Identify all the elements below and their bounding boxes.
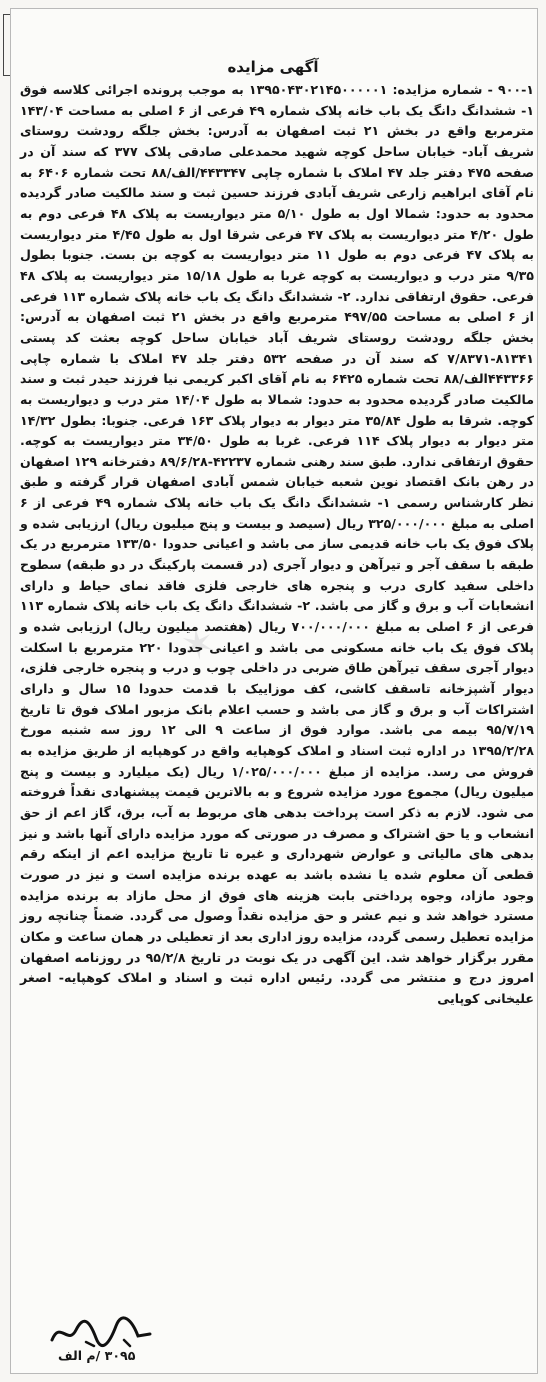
ad-body: ۹۰۰-۱ - شماره مزایده: ۱۳۹۵۰۴۳۰۲۱۴۵۰۰۰۰۰۱ به موجب پرونده اجرائی کلاسه فوق ۱- ششدانگ دانگ یک باب خانه پلاک شماره ۴۹ فرعی از ۶ اصلی به مساحت ۱۴۳/۰۴ مترمربع واقع در بخش ۲۱ ثبت اصفهان به آدرس: بخش جلگه رودشت روستای شریف آباد- خیابان ساحل کوچه شهید محمدعلی صادقی پلاک ۳۷۷ که سند آن در صفحه ۴۷۵ دفتر جلد ۴۷ املاک با شماره چاپی ۴۴۳۳۴۷/الف/۸۸ تحت شماره ۶۴۰۶ به نام آقای ابراهیم زارعی شریف آبادی فرزند حسین ثبت و سند مالکیت صادر گردیده محدود به حدود: شمالا اول به طول ۵/۱۰ متر دیواریست به پلاک ۴۸ فرعی دوم به طول ۴/۲۰ متر دیواریست به پلاک ۴۷ فرعی شرقا اول به طول ۴/۴۵ متر دیواریست به پلاک ۴۷ فرعی دوم به طول ۱۱ متر دیواریست به کوچه بن بست. جنوبا بطول ۹/۳۵ متر درب و دیواریست به کوچه غربا به طول ۱۵/۱۸ متر دیواریست به پلاک ۴۸ فرعی. حقوق ارتفاقی ندارد. ۲- ششدانگ دانگ یک باب خانه پلاک شماره ۱۱۳ فرعی از ۶ اصلی به مساحت ۴۹۷/۵۵ مترمربع واقع در بخش ۲۱ ثبت اصفهان به آدرس: بخش جلگه رودشت روستای شریف آباد خیابان ساحل کوچه بعثت کد پستی ۸۱۳۴۱-۷/۸۳۷۱ که سند آن در صفحه ۵۳۲ دفتر جلد ۴۷ املاک با شماره چاپی ۴۴۳۳۶۶الف/۸۸ تحت شماره ۶۴۲۵ به نام آقای اکبر کریمی نیا فرزند حیدر ثبت و سند مالکیت صادر گردیده محدود به حدود: شمالا به طول ۱۴/۰۴ متر درب و دیواریست به کوچه. شرقا به طول ۳۵/۸۴ متر دیوار به دیوار پلاک ۱۶۳ فرعی. جنوبا: بطول ۱۴/۳۲ متر دیوار به دیوار پلاک ۱۱۴ فرعی. غربا به طول ۳۴/۵۰ متر دیواریست به کوچه. حقوق ارتفاقی ندارد. طبق سند رهنی شماره ۴۲۲۳۷-۸۹/۶/۲۸ دفترخانه ۱۲۹ اصفهان در رهن بانک اقتصاد نوین شعبه خیابان شمس آبادی اصفهان قرار گرفته و طبق نظر کارشناس رسمی ۱- ششدانگ دانگ یک باب خانه پلاک شماره ۴۹ فرعی از ۶ اصلی به مبلغ ۳۲۵/۰۰۰/۰۰۰ ریال (سیصد و بیست و پنج میلیون ریال) ارزیابی شده و پلاک فوق یک باب خانه قدیمی ساز می باشد و اعیانی حدودا ۱۳۳/۵۰ مترمربع در یک طبقه با سقف آجر و تیرآهن و دیوار آجری (در قسمت پارکینگ در دو طبقه) سطوح داخلی سفید کاری درب و پنجره های خارجی فلزی فاقد نمای حیاط و دارای انشعابات آب و برق و گاز می باشد. ۲- ششدانگ دانگ یک باب خانه پلاک شماره ۱۱۳ فرعی از ۶ اصلی به مبلغ ۷۰۰/۰۰۰/۰۰۰ ریال (هفتصد میلیون ریال) ارزیابی شده و پلاک فوق یک باب خانه مسکونی می باشد و اعیانی حدودا ۲۲۰ مترمربع با اسکلت دیوار آجری سقف تیرآهن طاق ضربی در داخلی چوب و درب و پنجره خارجی فلزی، دیوار آشپزخانه تاسقف کاشی، کف موزاییک با قدمت حدودا ۱۵ سال و دارای اشتراکات آب و برق و گاز می باشد و حسب اعلام بانک مزبور املاک فوق تا تاریخ ۹۵/۷/۱۹ بیمه می باشد. موارد فوق از ساعت ۹ الی ۱۲ روز سه شنبه مورخ ۱۳۹۵/۲/۲۸ در اداره ثبت اسناد و املاک کوهپایه واقع در کوهپایه از طریق مزایده به فروش می رسد. مزایده از مبلغ ۱/۰۲۵/۰۰۰/۰۰۰ ریال (یک میلیارد و بیست و پنج میلیون ریال) مجموع مورد مزایده شروع و به بالاترین قیمت پیشنهادی نقداً فروخته می شود. لازم به ذکر است پرداخت بدهی های مربوط به آب، برق، گاز اعم از حق انشعاب و یا حق اشتراک و مصرف در صورتی که مورد مزایده دارای آنها باشد و نیز بدهی های مالیاتی و عوارض شهرداری و غیره تا تاریخ مزایده اعم از اینکه رقم قطعی آن معلوم شده یا نشده باشد به عهده برنده مزایده است و نیز در صورت وجود مازاد، وجوه پرداختی بابت هزینه های فوق از محل مازاد به برنده مزایده مسترد خواهد شد و نیم عشر و حق مزایده نقداً وصول می گردد. ضمناً چنانچه روز مزایده تعطیل رسمی گردد، مزایده روز اداری بعد از تعطیلی در همان ساعت و مکان مقرر برگزار خواهد شد. این آگهی در یک نوبت در تاریخ ۹۵/۲/۸ در روزنامه اصفهان امروز درج و منتشر می گردد. رئیس اداره ثبت و اسناد و املاک کوهپایه- اصغر علیخانی کوپایی [20,82,535,1006]
ad-footer-code: ۳۰۹۵ /م الف [58,1348,136,1363]
ad-title: آگهی مزایده [227,58,319,76]
newspaper-logo-icon [46,1312,156,1350]
watermark: ✶ [176,617,222,672]
